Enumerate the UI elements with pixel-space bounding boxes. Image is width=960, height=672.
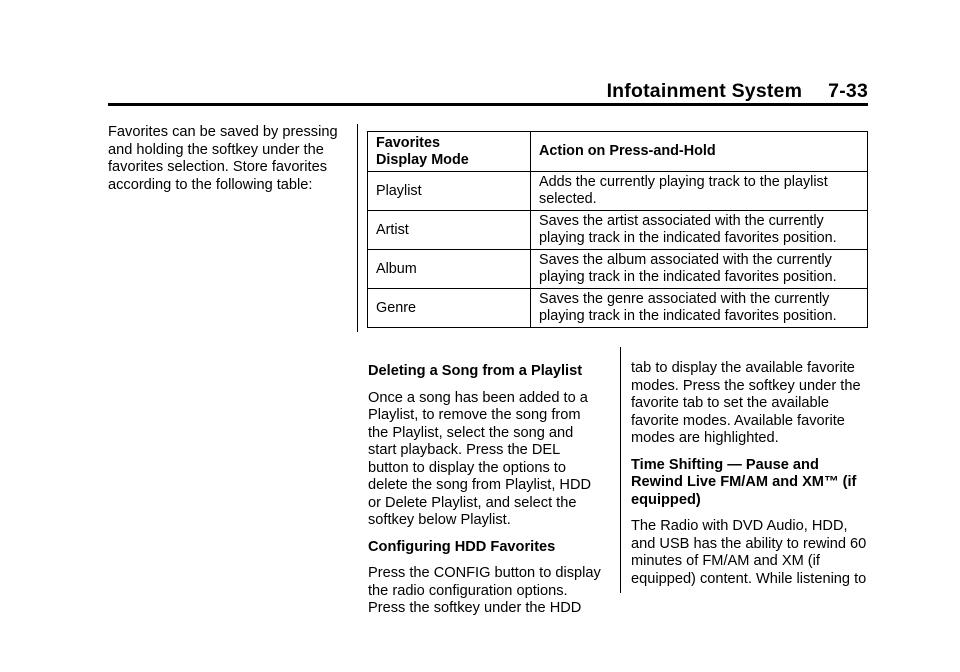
- row-action: Saves the artist associated with the currently playing track in the indicated favorites position.: [531, 211, 868, 250]
- table-row: [368, 172, 868, 211]
- deleting-song-heading: Deleting a Song from a Playlist: [368, 363, 583, 379]
- table-row: [368, 289, 868, 328]
- table-header-row: [368, 132, 868, 172]
- row-action: Saves the genre associated with the currently playing track in the indicated favorites position.: [531, 289, 868, 328]
- table-row: [368, 211, 868, 250]
- deleting-song-paragraph: Once a song has been added to a Playlist, to remove the song from the Playlist, select the song and start playback. Press the DEL button to display the options to delete the song from Playlist, HDD or Delete Playlist, and select the softkey below Playlist.: [368, 389, 592, 528]
- configuring-hdd-paragraph: Press the CONFIG button to display the radio configuration options. Press the softkey under the HDD: [368, 565, 601, 616]
- header-action: Action on Press-and-Hold: [531, 132, 868, 172]
- configuring-hdd-heading: Configuring HDD Favorites: [368, 538, 556, 555]
- table-row: [368, 250, 868, 289]
- intro-paragraph: Favorites can be saved by pressing and holding the softkey under the favorites selection. Store favorites according to the following table:: [108, 124, 338, 193]
- middle-column: [368, 363, 604, 627]
- right-column: [631, 360, 867, 597]
- time-shifting-heading: Time Shifting — Pause and Rewind Live FM/AM and XM™ (if equipped): [631, 456, 857, 508]
- header-display-mode: Favorites Display Mode: [368, 132, 531, 172]
- row-mode: Playlist: [368, 172, 531, 211]
- section-title: Infotainment System: [606, 80, 803, 102]
- row-action: Adds the currently playing track to the playlist selected.: [531, 172, 868, 211]
- page-header: [607, 80, 868, 103]
- row-mode: Artist: [368, 211, 531, 250]
- favorites-table: [367, 131, 868, 328]
- row-mode: Album: [368, 250, 531, 289]
- column-divider-bottom: [620, 347, 621, 593]
- continued-paragraph: tab to display the available favorite modes. Press the softkey under the favorite tab to set the available favorite modes. Available favorite modes are highlighted.: [631, 360, 861, 446]
- time-shifting-paragraph: The Radio with DVD Audio, HDD, and USB has the ability to rewind 60 minutes of FM/AM and XM (if equipped) content. While listening to: [631, 518, 867, 587]
- page-number: 7-33: [828, 80, 868, 102]
- row-mode: Genre: [368, 289, 531, 328]
- column-divider-top: [357, 124, 358, 332]
- header-rule: [108, 103, 868, 106]
- row-action: Saves the album associated with the currently playing track in the indicated favorites position.: [531, 250, 868, 289]
